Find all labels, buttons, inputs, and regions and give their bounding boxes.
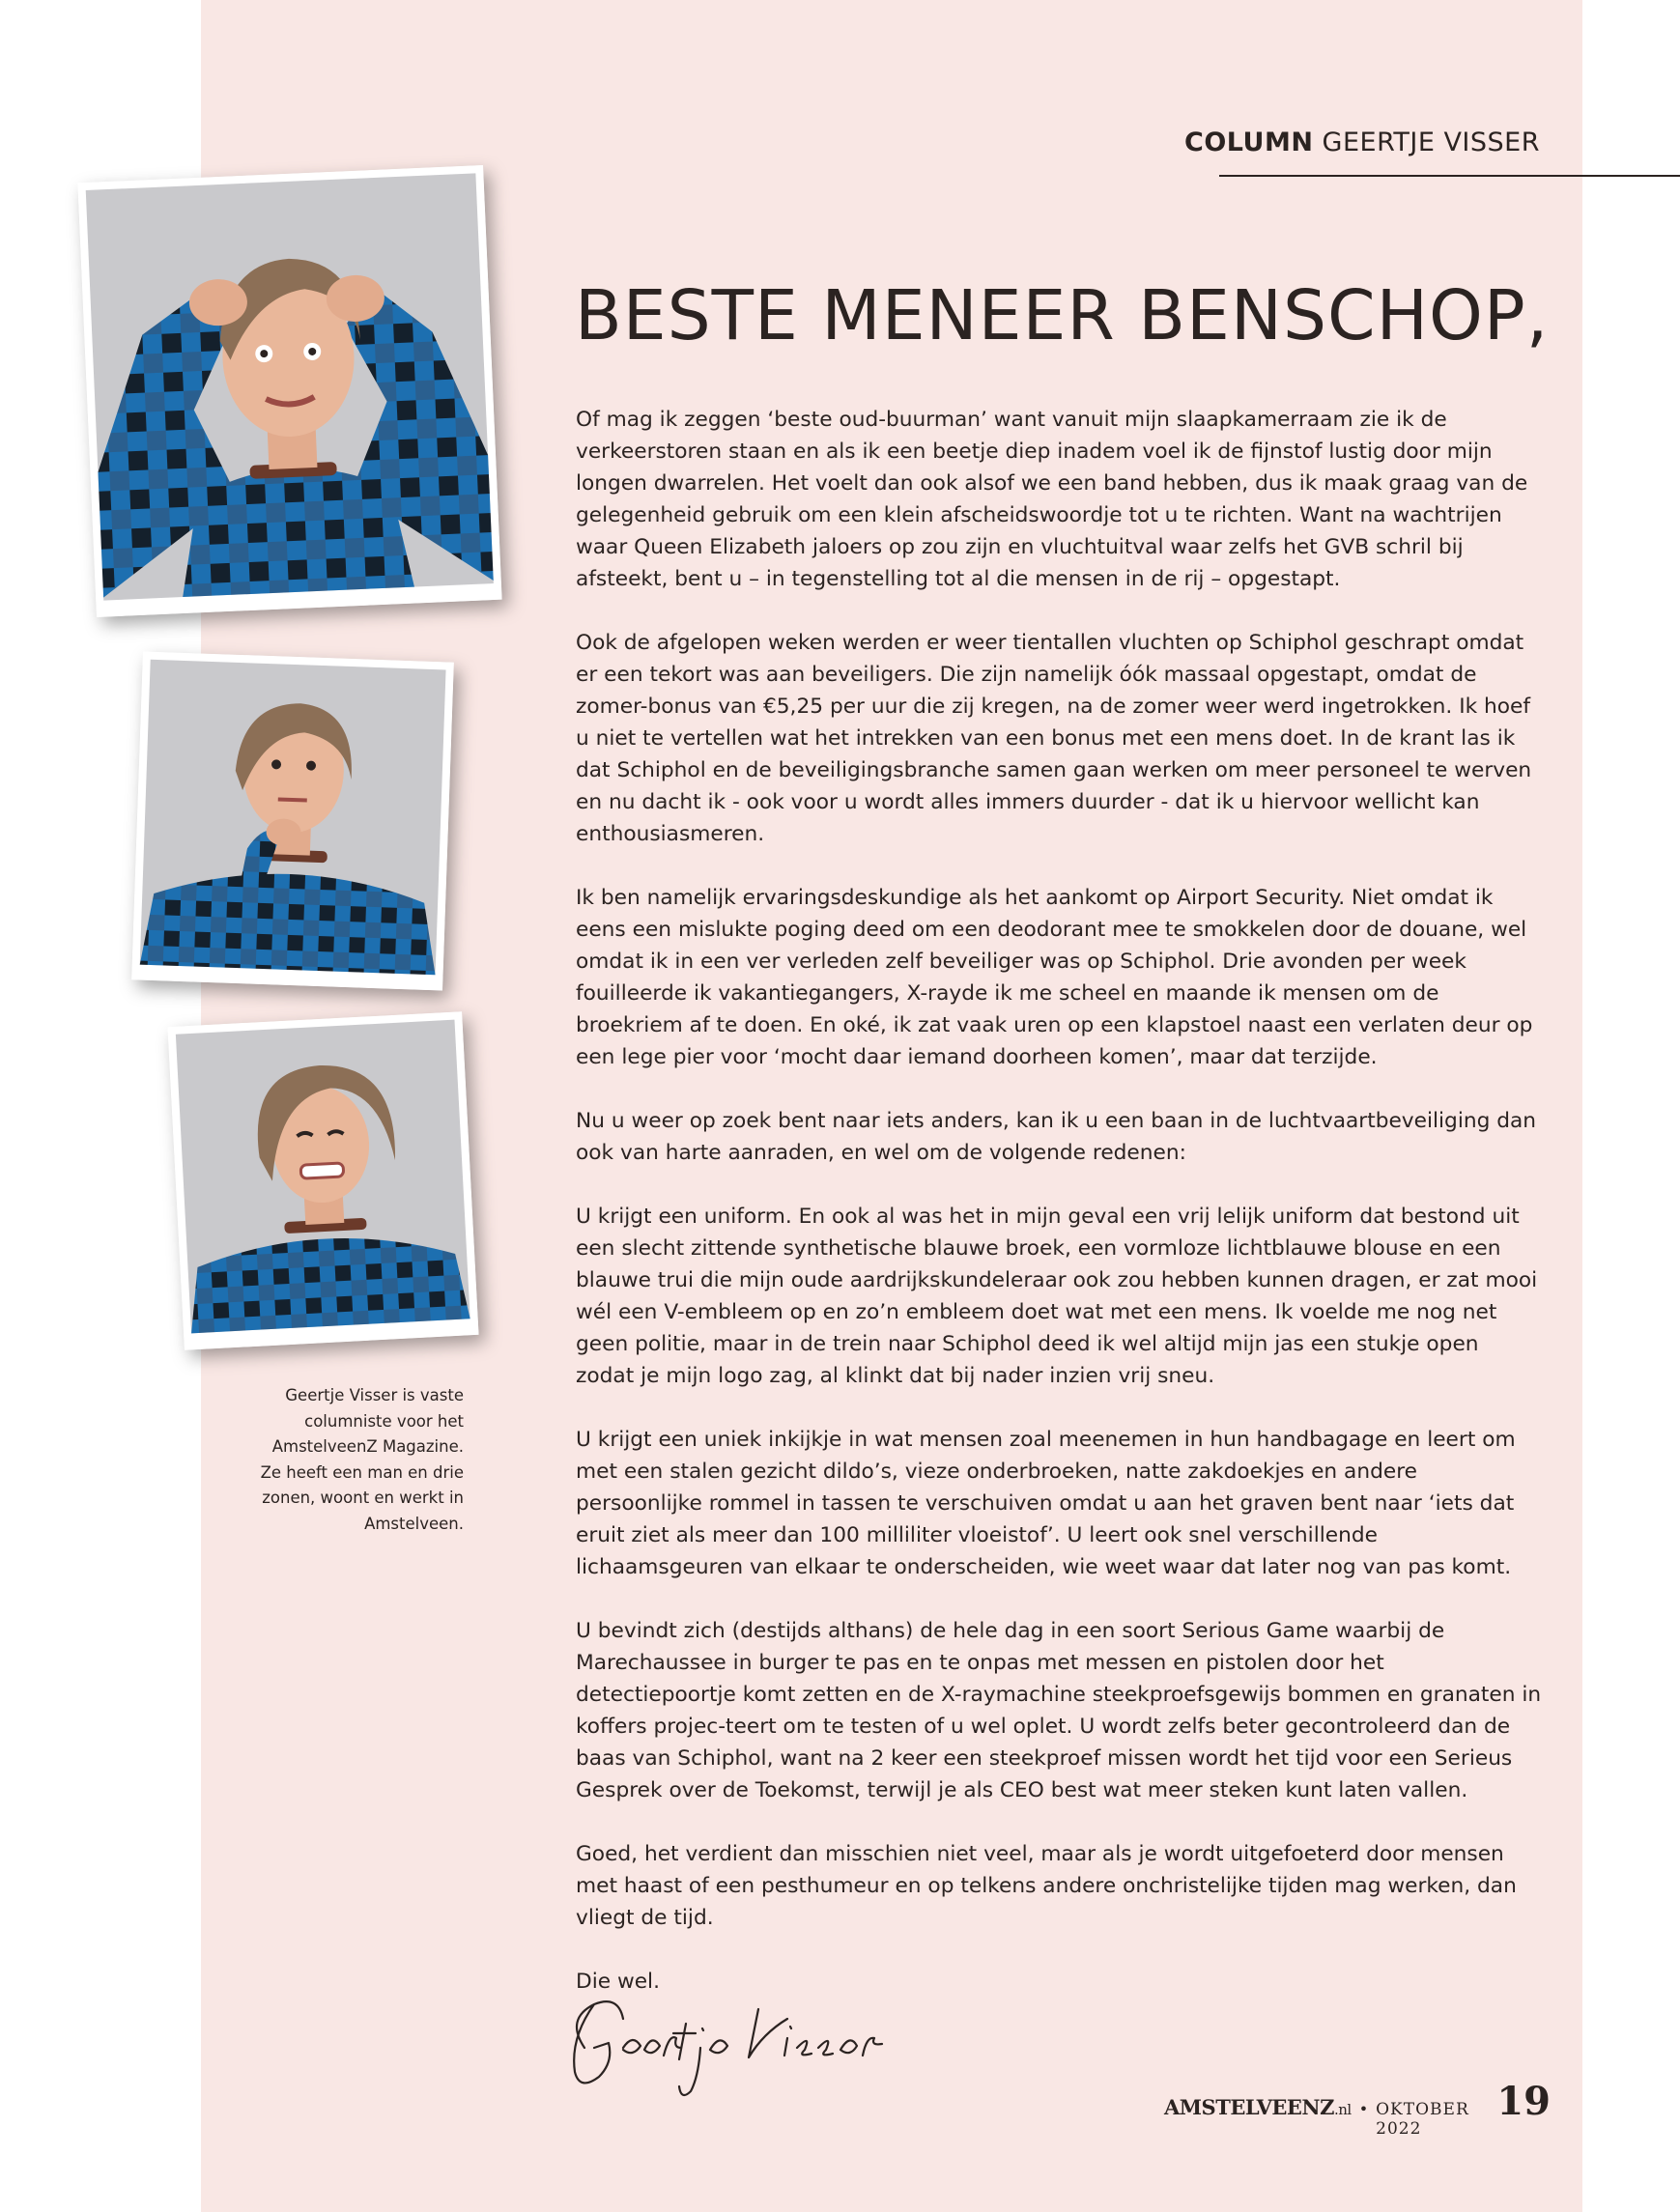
author-photo-thinking	[131, 651, 454, 990]
author-photo-3-image	[167, 1011, 478, 1350]
footer-brand	[1164, 2095, 1352, 2119]
paragraph: U krijgt een uniek inkijkje in wat mensen zoal meenemen in hun handbagage en leert om met een stalen gezicht dildo’s, vieze onderbroeken, natte zakdoekjes en andere persoonlijke rommel in tassen te verschuiven omdat u aan het graven bent naar ‘iets dat eruit ziet als meer dan 100 milliliter vloeistof’. U leert ook snel verschillende lichaamsgeuren van elkaar te onderscheiden, wie weet waar dat later nog van pas komt.	[576, 1428, 1516, 1579]
paragraph: Ook de afgelopen weken werden er weer tientallen vluchten op Schiphol geschrapt omdat er een tekort was aan beveiligers. Die zijn namelijk óók massaal opgestapt, omdat de zomer-bonus van €5,25 per uur die zij kregen, na de zomer weer werd ingetrokken. Ik hoef u niet te vertellen wat het intrekken van een bonus met een mens doet. In de krant las ik dat Schiphol en de beveiligingsbranche samen gaan werken om meer personeel te werven en nu dacht ik - ook voor u wordt alles immers duurder - dat ik u hiervoor wellicht kan enthousiasmeren.	[576, 631, 1532, 846]
section-keyword: COLUMN	[1184, 128, 1314, 157]
author-photo-grimace	[167, 1011, 478, 1350]
footer-brand-suffix: .nl	[1333, 2101, 1352, 2118]
author-photo-2-image	[131, 651, 454, 990]
page-number: 19	[1496, 2079, 1551, 2124]
article-title: BESTE MENEER BENSCHOP,	[575, 275, 1550, 355]
section-author: GEERTJE VISSER	[1322, 128, 1540, 157]
section-header	[1184, 128, 1540, 157]
paragraph: Die wel.	[576, 1970, 660, 1994]
paragraph: Ik ben namelijk ervaringsdeskundige als het aankomt op Airport Security. Niet omdat ik eens een mislukte poging deed om een deodorant mee te smokkelen door de douane, wel omdat ik in een ver verleden zelf beveiliger was op Schiphol. Drie avonden per week fouilleerde ik vakantiegangers, X-rayde ik me scheel en maande ik mensen om de broekriem af te doen. En oké, ik zat vaak uren op een klapstoel naast een verlaten deur op een lege pier voor ‘mocht daar iemand doorheen komen’, maar dat terzijde.	[576, 886, 1533, 1069]
paragraph: Of mag ik zeggen ‘beste oud-buurman’ want vanuit mijn slaapkamerraam zie ik de verkeerstoren staan en als ik een beetje diep inadem voel ik de fijnstof lustig door mijn longen dwarrelen. Het voelt dan ook alsof we een band hebben, dus ik maak graag van de gelegenheid gebruik om een klein afscheidswoordje tot u te richten. Want na wachtrijen waar Queen Elizabeth jaloers op zou zijn en vluchtuitval waar zelfs het GVB schril bij afsteekt, bent u – in tegenstelling tot al die mensen in de rij – opgestapt.	[576, 408, 1528, 591]
paragraph: U krijgt een uniform. En ook al was het in mijn geval een vrij lelijk uniform dat bestond uit een slecht zittende synthetische blauwe broek, een vormloze lichtblauwe blouse en een blauwe trui die mijn oude aardrijkskundeleraar ook zou hebben kunnen dragen, er zat mooi wél een V-embleem op en zo’n embleem doet wat met een mens. Ik voelde me nog net geen politie, maar in de trein naar Schiphol deed ik wel altijd mijn jas een stukje open zodat je mijn logo zag, al klinkt dat bij nader inzien vrij sneu.	[576, 1205, 1538, 1388]
signature-image	[555, 1980, 903, 2106]
footer-separator: •	[1358, 2100, 1369, 2118]
paragraph: Goed, het verdient dan misschien niet veel, maar als je wordt uitgefoeterd door mensen met haast of een pesthumeur en op telkens andere onchristelijke tijden mag werken, dan vliegt de tijd.	[576, 1842, 1517, 1930]
article-body	[576, 404, 1542, 2029]
paragraph: Nu u weer op zoek bent naar iets anders, kan ik u een baan in de luchtvaartbeveiliging dan ook van harte aanraden, en wel om de volgende redenen:	[576, 1109, 1537, 1165]
footer-date: OKTOBER 2022	[1376, 2100, 1469, 2139]
author-bio-caption: Geertje Visser is vaste columniste voor het AmstelveenZ Magazine. Ze heeft een man en drie zonen, woont en werkt in Amstelveen.	[260, 1386, 464, 1533]
page-footer	[1164, 2079, 1551, 2139]
author-photo-1-image	[77, 165, 501, 617]
author-photo-hands-in-hair	[77, 165, 501, 617]
footer-brand-name: AMSTELVEENZ	[1164, 2095, 1334, 2119]
author-signature	[555, 1980, 903, 2106]
header-rule	[1219, 175, 1680, 177]
paragraph: U bevindt zich (destijds althans) de hele dag in een soort Serious Game waarbij de Marechaussee in burger te pas en te onpas met messen en pistolen door het detectiepoortje komt zetten en de X-raymachine steekproefsgewijs bommen en granaten in koffers projec-teert om te testen of u wel oplet. U wordt zelfs beter gecontroleerd dan de baas van Schiphol, want na 2 keer een steekproef missen wordt het tijd voor een Serieus Gesprek over de Toekomst, terwijl je als CEO best wat meer steken kunt laten vallen.	[576, 1619, 1542, 1802]
